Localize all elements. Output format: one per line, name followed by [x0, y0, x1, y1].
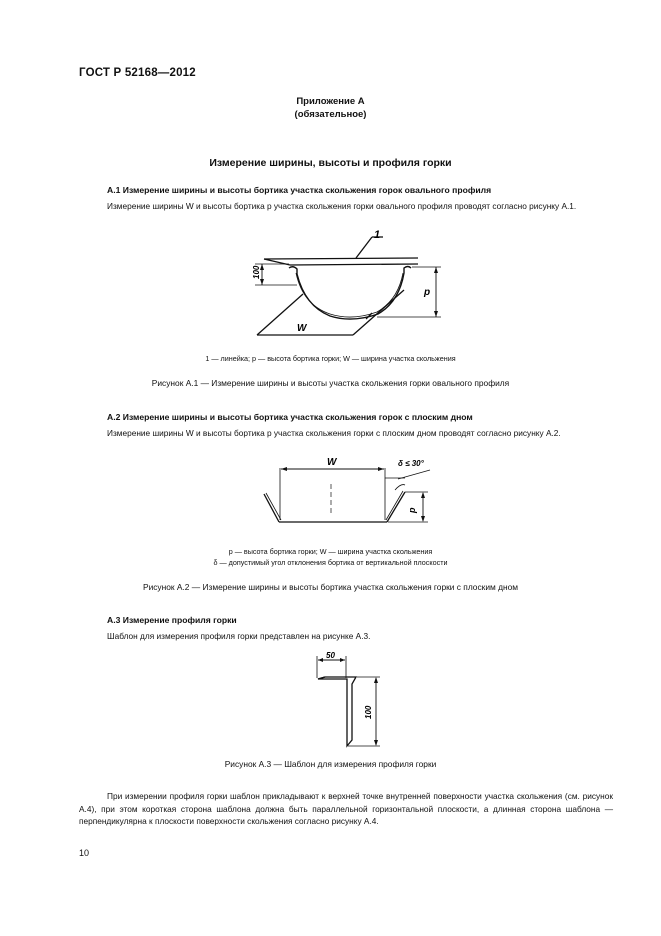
figure-a2-caption: Рисунок А.2 — Измерение ширины и высоты бортика участка скольжения горки с плоским дном [142, 582, 519, 592]
figure-a2-legend-2: δ — допустимый угол отклонения бортика от вертикальной плоскости [213, 558, 448, 567]
figure-a2 [0, 456, 661, 536]
document-header: ГОСТ Р 52168—2012 [79, 67, 196, 79]
dim-w-label: W [327, 457, 337, 468]
section-a1-paragraph [79, 200, 613, 213]
paragraph-text: При измерении профиля горки шаблон прикладывают к верхней точке внутренней поверхности участка скольжения (см. рисунок А.4), при этом короткая сторона шаблона должна быть параллельной горизонтальной плоскости, а длинная сторона шаблона — перпендикулярна к плоскости поверхности скольжения согласно рисунку А.4. [79, 791, 613, 826]
section-a3-paragraph-2 [79, 790, 613, 828]
appendix-label: Приложение А [296, 96, 365, 107]
section-a3-paragraph [79, 630, 613, 643]
dim-height-label: 100 [252, 265, 261, 279]
page-number: 10 [79, 848, 90, 858]
section-a1-heading: А.1 Измерение ширины и высоты бортика участка скольжения горок овального профиля [107, 185, 492, 195]
dim-long-label: 100 [364, 705, 373, 719]
section-a3-heading: А.3 Измерение профиля горки [107, 615, 237, 625]
paragraph-text: Измерение ширины W и высоты бортика p участка скольжения горки овального профиля проводят согласно рисунку А.1. [107, 201, 577, 211]
dim-w-label: W [297, 323, 307, 334]
paragraph-text: Измерение ширины W и высоты бортика p участка скольжения горки с плоским дном проводят согласно рисунку А.2. [107, 428, 561, 438]
page-title: Измерение ширины, высоты и профиля горки [209, 157, 452, 169]
dim-short-label: 50 [326, 651, 335, 660]
figure-a2-legend-1: p — высота бортика горки; W — ширина участка скольжения [228, 547, 433, 556]
section-a2-heading: А.2 Измерение ширины и высоты бортика участка скольжения горок с плоским дном [107, 412, 473, 422]
figure-a1-caption: Рисунок А.1 — Измерение ширины и высоты участка скольжения горки овального профиля [151, 378, 510, 388]
figure-a1 [0, 228, 661, 348]
section-a2-paragraph [79, 427, 613, 440]
dim-p-label: p [424, 287, 431, 298]
figure-a1-legend: 1 — линейка; p — высота бортика горки; W — ширина участка скольжения [205, 354, 456, 363]
appendix-status: (обязательное) [294, 109, 367, 120]
figure-a3 [0, 650, 661, 750]
dim-p-label: p [407, 507, 417, 513]
figure-a3-caption: Рисунок А.3 — Шаблон для измерения профиля горки [224, 759, 437, 769]
paragraph-text: Шаблон для измерения профиля горки представлен на рисунке А.3. [107, 631, 371, 641]
callout-1: 1 [374, 229, 381, 241]
dim-angle-label: δ ≤ 30° [398, 459, 424, 468]
